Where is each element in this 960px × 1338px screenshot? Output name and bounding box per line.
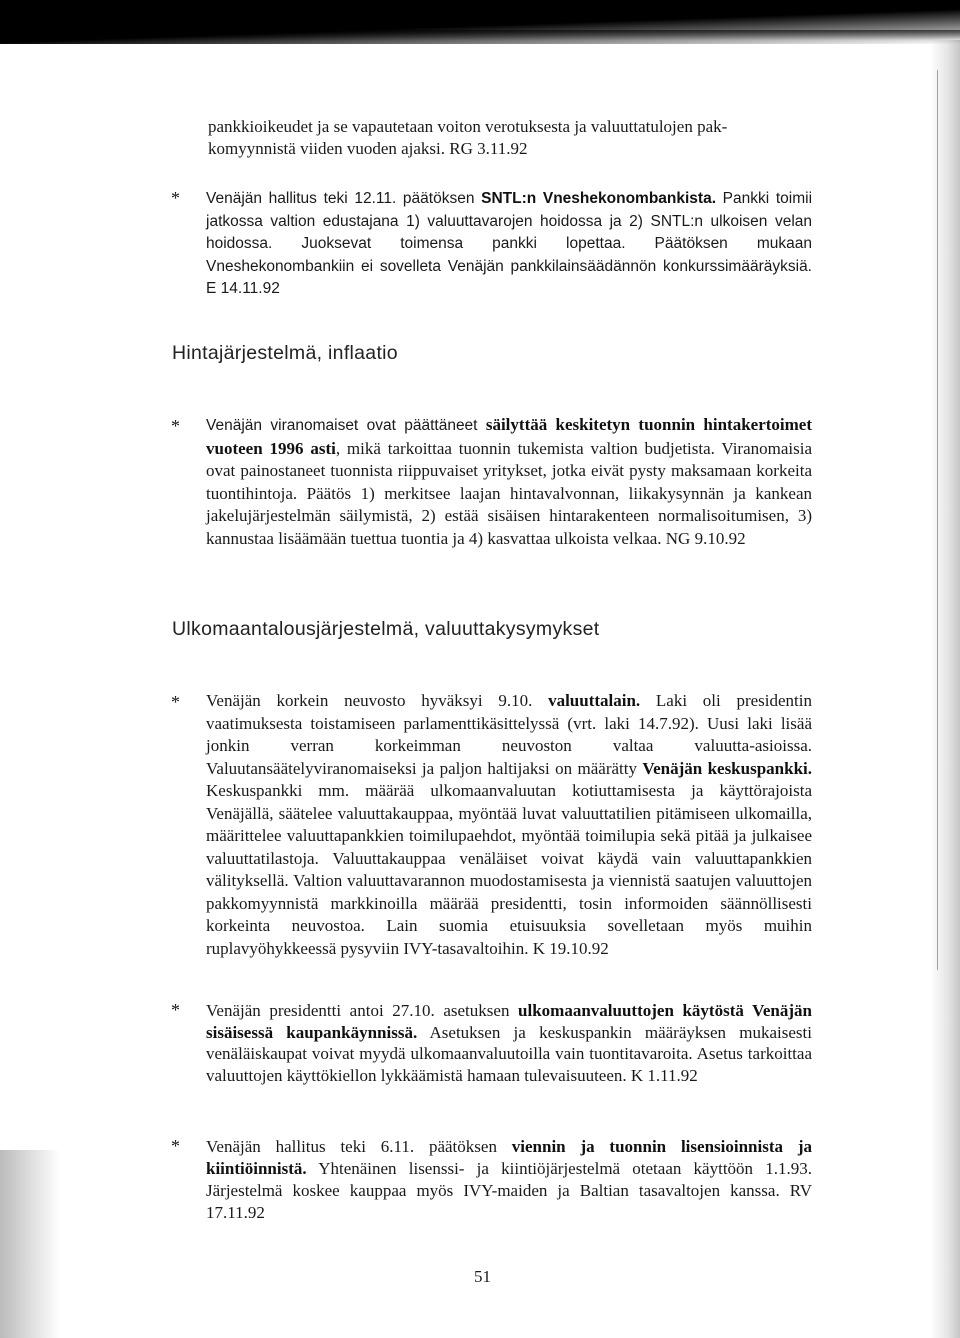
bullet-marker: *: [171, 692, 180, 712]
item-hinta-text-a: Venäjän viranomaiset ovat päättäneet: [206, 417, 486, 434]
item-vnesh-rest: Pankki toimii jatkossa valtion edustajana 1) valuuttavarojen hoidossa ja 2) SNTL:n ulkoisen velan hoidossa. Juoksevat toimensa pankki lopettaa. Päätöksen mukaan Vneshekonombankiin ei sovelleta Venäjän pankkilainsäädännön konkurssimääräyksiä. E 14.11.92: [206, 190, 813, 297]
item-laki-text-e: Keskuspankki mm. määrää ulkomaanvaluutan kotiuttamisesta ja käyttörajoista Venäjällä, säätelee valuuttakauppaa, myöntää luvat valuuttatilien pitämiseen ulkomailla, määrittelee valuuttapankkien toimilupaehdot, myöntää toimilupia sekä pitää ja julkaisee valuuttatilastoja. Valuuttakauppaa venäläiset voivat käydä vain valuuttapankkien välityksellä. Valtion valuuttavarannon muodostamisesta ja viennistä saatujen valuuttojen pakkomyynnistä markkinoilla määrää presidentti, tosin informoiden säännöllisesti korkeinta neuvostoa. Lain suomia etuisuuksia sovelletaan myös muihin ruplavyöhykkeessä pysyviin IVY-tasavaltoihin. K 19.10.92: [206, 781, 812, 959]
item-asetus-text-c: Asetuksen ja keskuspankin määräyksen mukaisesti venäläiskaupat voivat myydä ulkomaanvaluutoilla vain tuontitavaroita. Asetus tarkoittaa valuuttojen käyttökiellon lykkäämistä hamaan tulevaisuuteen. K 1.11.92: [206, 1022, 812, 1085]
scan-right-edge: [930, 40, 960, 1338]
item-vneshekonombank: [206, 188, 812, 301]
item-hinta-bold: säilyttää keskitetyn tuonnin hintakertoimet vuoteen 1996 asti: [206, 415, 813, 458]
item-lisensiointi: [206, 1136, 812, 1224]
bullet-marker: *: [171, 416, 180, 436]
page-number: 51: [474, 1267, 491, 1286]
section-heading-ulkomaantalous: Ulkomaantalousjärjestelmä, valuuttakysymykset: [172, 618, 600, 640]
item-laki-text-c: Laki oli presidentin vaatimuksesta toistamiseen parlamenttikäsittelyssä (vrt. laki 14.7.92). Uusi laki lisää jonkin verran korkeimman neuvoston valtaa valuutta-asioissa. Valuutansäätelyviranomaiseksi ja paljon haltijaksi on määrätty: [206, 691, 812, 778]
bullet-marker: *: [171, 1136, 180, 1156]
item-asetus-text-a: Venäjän presidentti antoi 27.10. asetuksen: [206, 1001, 519, 1020]
item-asetus-bold: ulkomaanvaluuttojen käytöstä Venäjän sisäisessä kaupankäynnissä.: [206, 1001, 812, 1042]
item-laki-bold-2: Venäjän keskuspankki.: [642, 758, 812, 778]
item-laki-bold-1: valuuttalain.: [548, 691, 641, 710]
item-valuuttalaki: [206, 690, 812, 961]
item-vnesh-bold: SNTL:n Vneshekonombankista.: [481, 190, 717, 207]
item-lisenssi-bold: viennin ja tuonnin lisensioinnista ja kiintiöinnistä.: [206, 1137, 812, 1178]
item-lisenssi-text-c: Yhtenäinen lisenssi- ja kiintiöjärjestelmä otetaan käyttöön 1.1.93. Järjestelmä koskee kauppaa myös IVY-maiden ja Baltian tasavaltojen kanssa. RV 17.11.92: [206, 1159, 812, 1222]
section-heading-hintajarjestelma: Hintajärjestelmä, inflaatio: [172, 342, 398, 364]
item-ulkomaanvaluutat: [206, 1000, 812, 1086]
item-lisenssi-text-a: Venäjän hallitus teki 6.11. päätöksen: [206, 1137, 512, 1156]
item-hinta-text-c: , mikä tarkoittaa tuonnin tukemista valtion budjetista. Viranomaisia ovat painostaneet tuonnista riippuvaiset yritykset, jotka eivät pysty maksamaan korkeita tuontihintoja. Päätös 1) merkitsee laajan hintavalvonnan, liikakysynnän ja kankean jakelujärjestelmän säilymistä, 2) estää sisäisen hintarakenteen normalisoitumisen, 3) kannustaa lisäämään tuettua tuontia ja 4) kasvattaa ulkoista velkaa. NG 9.10.92: [206, 438, 812, 548]
item-laki-text-a: Venäjän korkein neuvosto hyväksyi 9.10.: [206, 691, 549, 710]
intro-line-2: komyynnistä viiden vuoden ajaksi. RG 3.11.92: [208, 138, 528, 158]
scan-top-shadow: [0, 30, 960, 40]
item-hintakertoimet: [206, 414, 812, 551]
item-vnesh-text-a: Venäjän hallitus teki 12.11. päätöksen: [206, 190, 482, 207]
scan-right-line: [937, 70, 938, 970]
intro-paragraph: [160, 116, 810, 159]
scan-left-shadow: [0, 1150, 60, 1338]
bullet-marker: *: [171, 1000, 180, 1020]
bullet-marker: *: [171, 188, 180, 208]
intro-line-1: pankkioikeudet ja se vapautetaan voiton verotuksesta ja valuuttatulojen pak-: [208, 117, 728, 136]
